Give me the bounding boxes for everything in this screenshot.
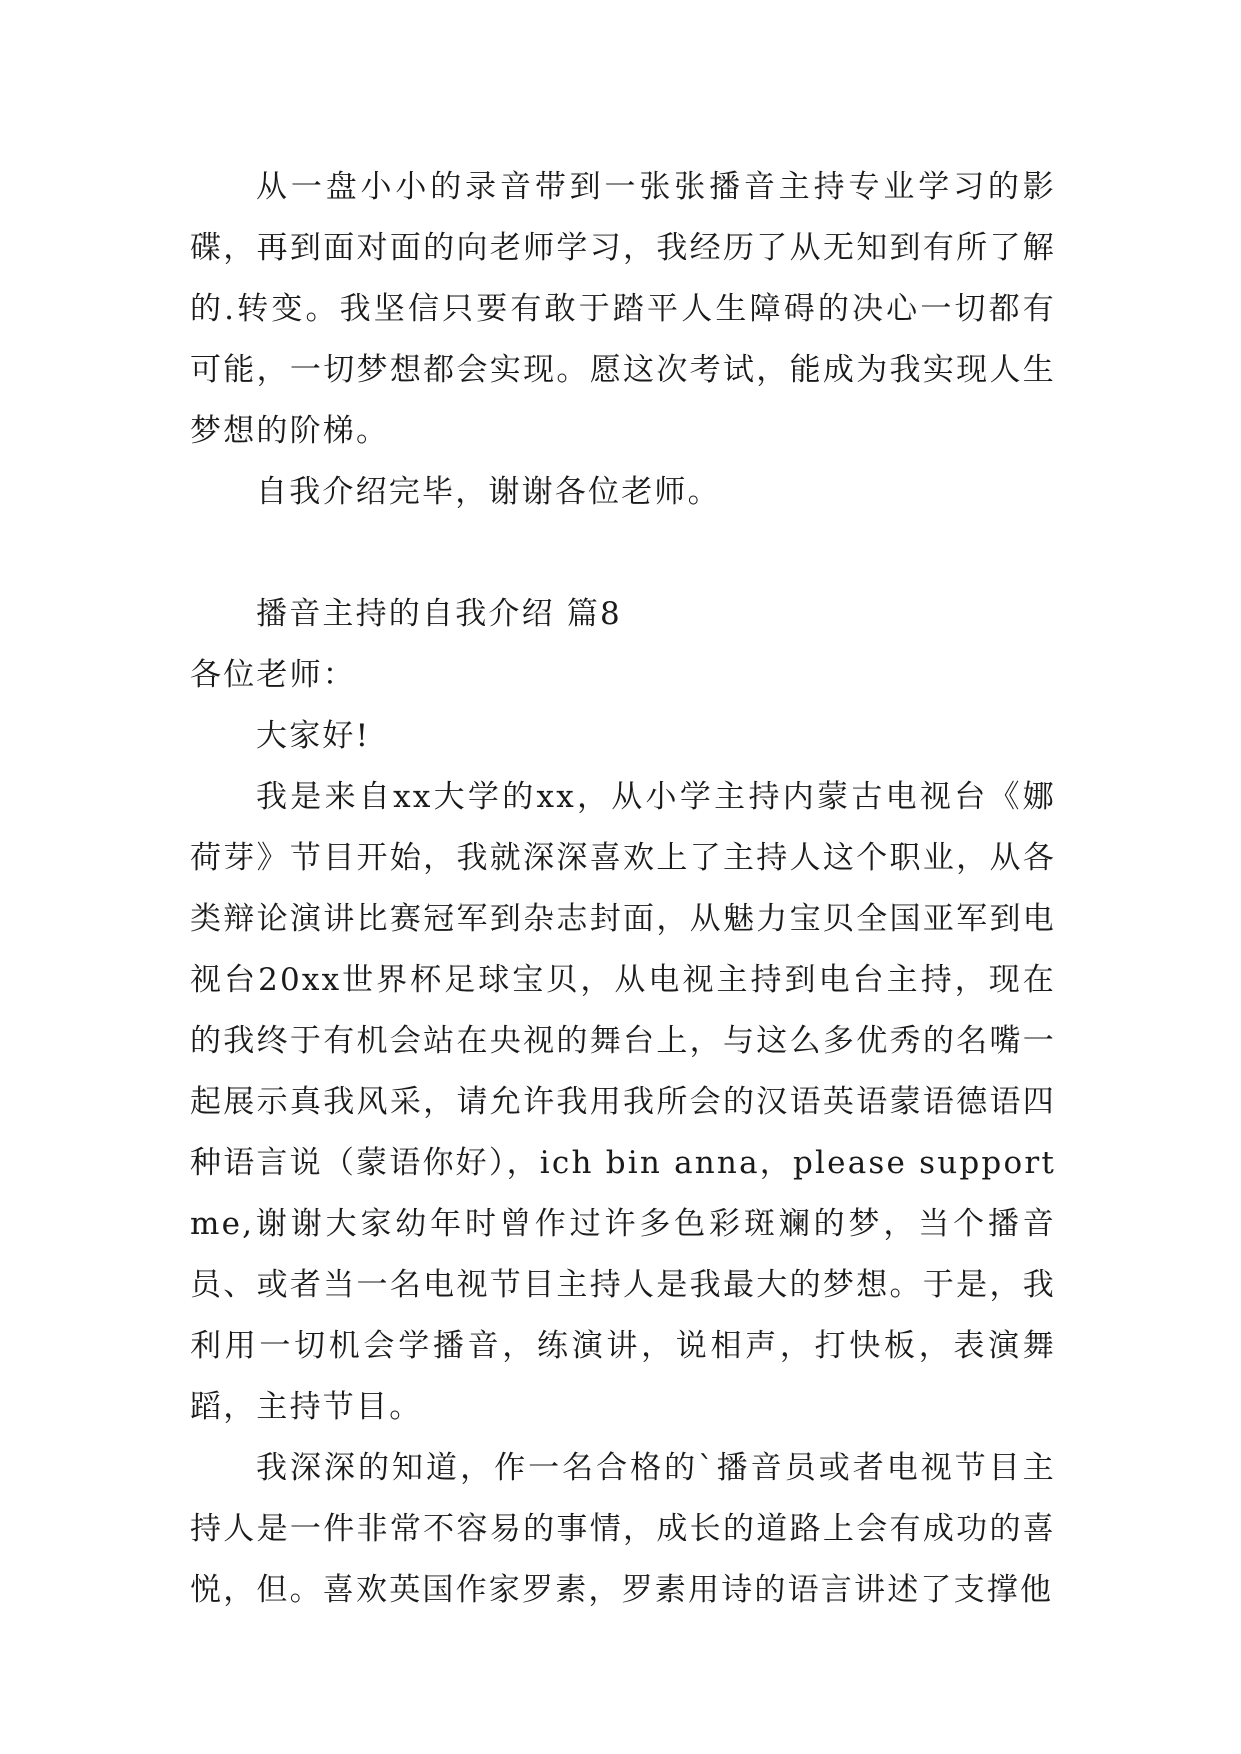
paragraph-audio-tape: 从一盘小小的录音带到一张张播音主持专业学习的影碟，再到面对面的向老师学习，我经历了从无知到有所了解的.转变。我坚信只要有敢于踏平人生障碍的决心一切都有可能，一切梦想都会实现。愿这次考试，能成为我实现人生梦想的阶梯。 bbox=[190, 169, 1056, 449]
paragraph-knowledge: 我深深的知道，作一名合格的`播音员或者电视节目主持人是一件非常不容易的事情，成长的道路上会有成功的喜悦，但。喜欢英国作家罗素，罗素用诗的语言讲述了支撑他 bbox=[190, 1450, 1056, 1608]
document-body bbox=[190, 157, 1056, 1621]
greeting: 大家好! bbox=[256, 718, 371, 754]
section-spacer bbox=[190, 523, 1056, 584]
paragraph-closing: 自我介绍完毕，谢谢各位老师。 bbox=[256, 474, 721, 510]
salutation: 各位老师： bbox=[190, 657, 356, 693]
paragraph-introduction: 我是来自xx大学的xx，从小学主持内蒙古电视台《娜荷芽》节目开始，我就深深喜欢上了主持人这个职业，从各类辩论演讲比赛冠军到杂志封面，从魅力宝贝全国亚军到电视台20xx世界杯足球宝贝，从电视主持到电台主持，现在的我终于有机会站在央视的舞台上，与这么多优秀的名嘴一起展示真我风采，请允许我用我所会的汉语英语蒙语德语四种语言说（蒙语你好），ich bin anna，please support me,谢谢大家幼年时曾作过许多色彩斑斓的梦，当个播音员、或者当一名电视节目主持人是我最大的梦想。于是，我利用一切机会学播音，练演讲，说相声，打快板，表演舞蹈，主持节目。 bbox=[190, 779, 1056, 1425]
section-heading: 播音主持的自我介绍 篇8 bbox=[256, 596, 622, 632]
